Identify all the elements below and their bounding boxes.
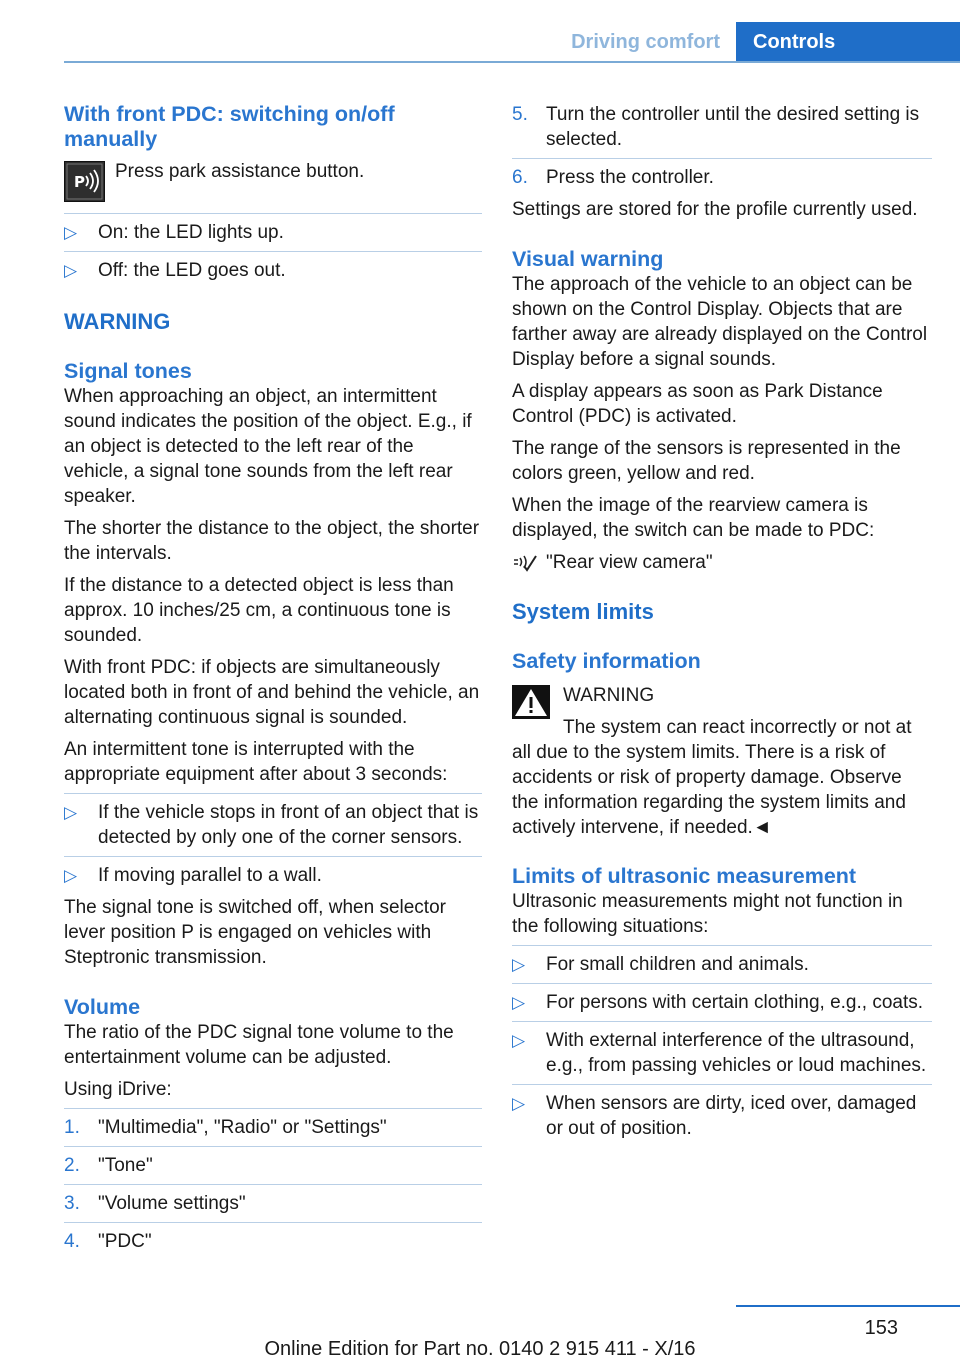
paragraph: The range of the sensors is represented in the colors green, yellow and red.	[512, 438, 901, 484]
heading-front-pdc: With front PDC: switching on/off manually	[64, 102, 395, 151]
list-item: ▷ On: the LED lights up.	[64, 222, 284, 243]
camera-pdc-icon	[512, 550, 538, 574]
rear-camera-row	[512, 550, 932, 575]
divider	[64, 213, 482, 214]
list-item: ▷ Off: the LED goes out.	[64, 260, 286, 281]
paragraph: If the distance to a detected object is less than approx. 10 inches/25 cm, a continuous tone is sounded.	[64, 575, 454, 646]
warning-text: The system can react incorrectly or not at all due to the system limits. There is a risk of accidents or risk of property damage. Observe the information regarding the system limits and actively intervene, if needed.◄	[512, 717, 912, 838]
paragraph: The ratio of the PDC signal tone volume to the entertainment volume can be adjusted.	[64, 1022, 454, 1068]
divider	[64, 1146, 482, 1147]
divider	[64, 1108, 482, 1109]
divider	[512, 945, 932, 946]
divider	[512, 1021, 932, 1022]
list-item: 6. Press the controller.	[512, 167, 714, 188]
warning-triangle-icon	[512, 685, 550, 719]
divider	[64, 1184, 482, 1185]
divider	[64, 251, 482, 252]
divider	[64, 793, 482, 794]
list-item: ▷ If the vehicle stops in front of an object that is detected by only one of the corner sensors.	[64, 802, 479, 848]
list-item: ▷ With external interference of the ultrasound, e.g., from passing vehicles or loud machines.	[512, 1030, 927, 1076]
paragraph: Settings are stored for the profile currently used.	[512, 199, 918, 220]
paragraph: When approaching an object, an intermittent sound indicates the position of the object. E.g., if an object is detected to the left rear of the vehicle, a signal tone sounds from the left rear speaker.	[64, 386, 472, 507]
press-button-text: Press park assistance button.	[115, 161, 365, 182]
header-section-label: Driving comfort	[571, 31, 720, 53]
paragraph: An intermittent tone is interrupted with the appropriate equipment after about 3 seconds:	[64, 739, 448, 785]
list-item: 1. "Multimedia", "Radio" or "Settings"	[64, 1117, 387, 1138]
footer-rule	[736, 1305, 960, 1307]
right-column	[512, 102, 932, 1141]
warning-heading: WARNING	[64, 309, 171, 334]
paragraph: Ultrasonic measurements might not function in the following situations:	[512, 891, 903, 937]
paragraph: Using iDrive:	[64, 1079, 172, 1100]
list-item: ▷ When sensors are dirty, iced over, damaged or out of position.	[512, 1093, 917, 1139]
press-button-row	[64, 159, 482, 199]
left-column	[64, 102, 482, 1254]
park-assist-button-icon	[64, 161, 105, 202]
list-item: 2. "Tone"	[64, 1155, 153, 1176]
divider	[64, 1222, 482, 1223]
paragraph: When the image of the rearview camera is displayed, the switch can be made to PDC:	[512, 495, 875, 541]
list-item: ▷ If moving parallel to a wall.	[64, 865, 322, 886]
heading-signal-tones: Signal tones	[64, 359, 192, 383]
heading-system-limits: System limits	[512, 599, 654, 624]
divider	[512, 158, 932, 159]
header-rule	[64, 61, 960, 63]
heading-visual-warning: Visual warning	[512, 247, 664, 271]
warning-block	[512, 683, 932, 840]
page-number: 153	[864, 1317, 898, 1339]
paragraph: The approach of the vehicle to an object can be shown on the Control Display. Objects that are farther away are already displayed on the Control Display before a signal sounds.	[512, 274, 928, 370]
heading-ultrasonic-limits: Limits of ultrasonic measurement	[512, 864, 857, 888]
divider	[512, 983, 932, 984]
header-chapter-tab: Controls	[736, 22, 960, 63]
warning-title: WARNING	[563, 685, 655, 706]
list-item: ▷ For small children and animals.	[512, 954, 809, 975]
list-item: ▷ For persons with certain clothing, e.g., coats.	[512, 992, 924, 1013]
svg-text:P: P	[74, 173, 85, 191]
divider	[64, 856, 482, 857]
paragraph: The signal tone is switched off, when selector lever position P is engaged on vehicles with Steptronic transmission.	[64, 897, 446, 968]
heading-volume: Volume	[64, 995, 141, 1019]
rear-camera-label: "Rear view camera"	[546, 552, 713, 573]
edition-footer: Online Edition for Part no. 0140 2 915 411 - X/16	[264, 1338, 696, 1360]
heading-safety-information: Safety information	[512, 649, 701, 673]
list-item: 5. Turn the controller until the desired setting is selected.	[512, 104, 920, 150]
divider	[512, 1084, 932, 1085]
paragraph: With front PDC: if objects are simultaneously located both in front of and behind the vehicle, an alternating continuous signal is sounded.	[64, 657, 480, 728]
paragraph: A display appears as soon as Park Distance Control (PDC) is activated.	[512, 381, 883, 427]
list-item: 4. "PDC"	[64, 1231, 152, 1252]
list-item: 3. "Volume settings"	[64, 1193, 246, 1214]
paragraph: The shorter the distance to the object, the shorter the intervals.	[64, 518, 480, 564]
